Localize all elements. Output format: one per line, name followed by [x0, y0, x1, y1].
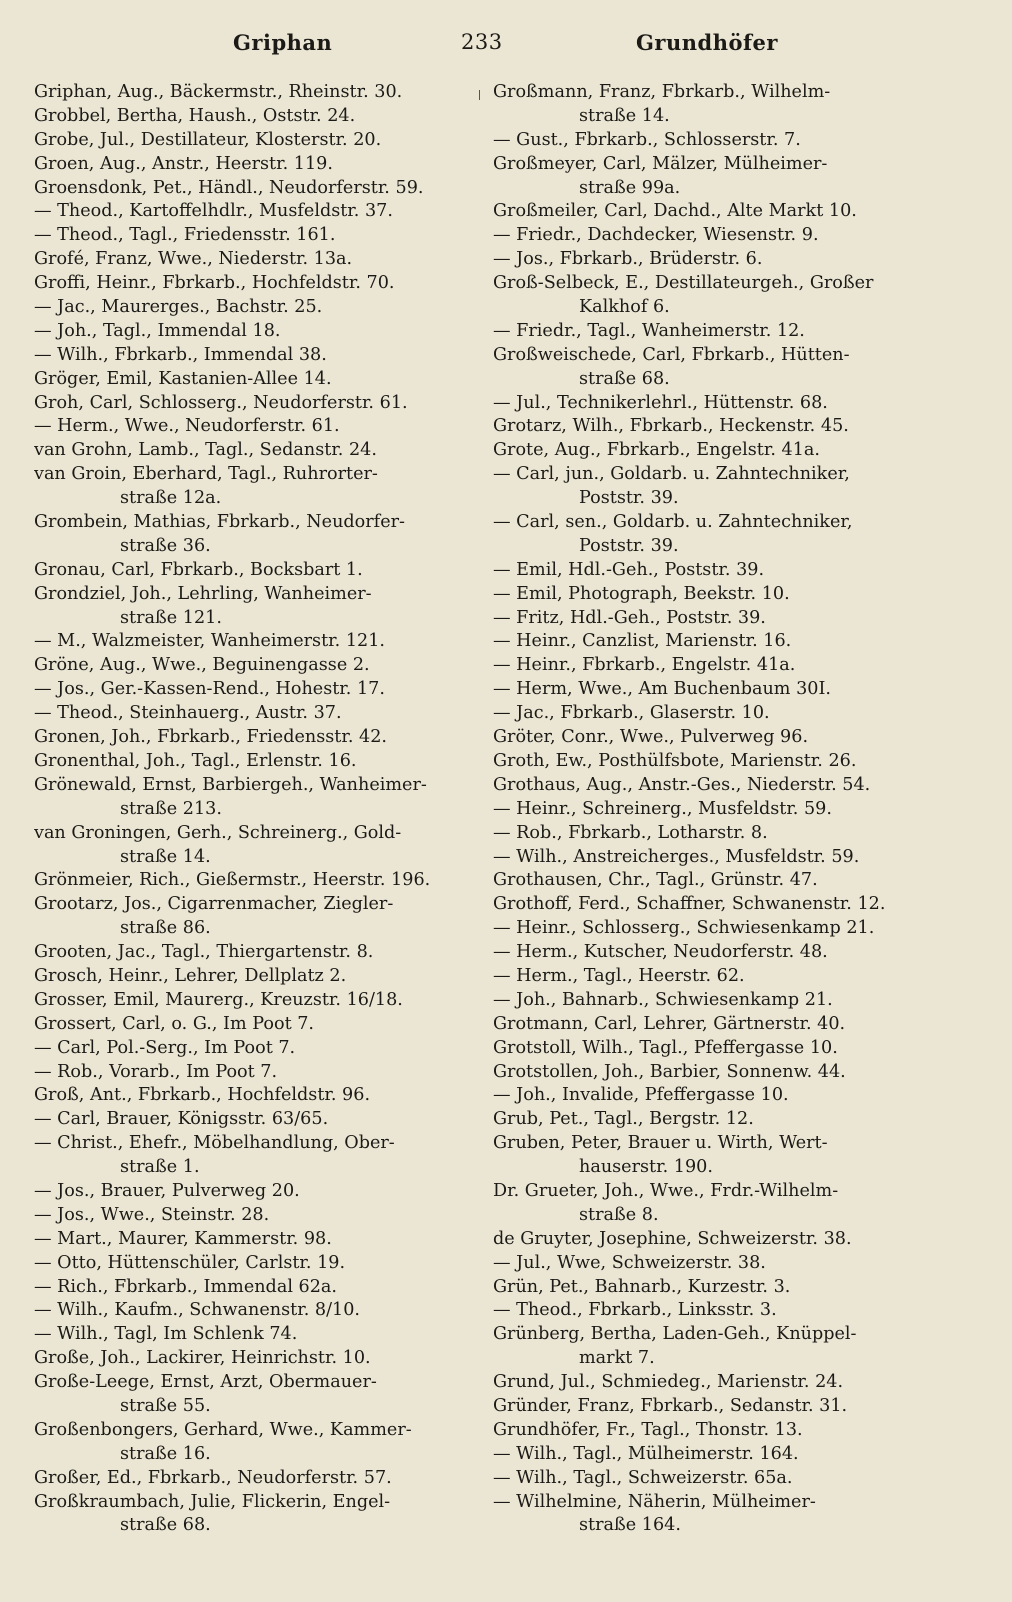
directory-entry: — Wilh., Tagl, Im Schlenk 74. [34, 1324, 298, 1345]
directory-entry: — Heinr., Schreinerg., Musfeldstr. 59. [493, 798, 832, 819]
directory-entry: Großmann, Franz, Fbrkarb., Wilhelm- [493, 82, 831, 102]
entry-continuation: straße 1. [120, 1157, 200, 1178]
directory-entry: — Friedr., Dachdecker, Wiesenstr. 9. [493, 225, 819, 246]
directory-entry: Grobbel, Bertha, Haush., Oststr. 24. [34, 105, 356, 126]
entry-continuation: straße 14. [579, 105, 670, 126]
directory-entry: — Herm., Kutscher, Neudorferstr. 48. [493, 942, 828, 963]
directory-entry: — Theod., Tagl., Friedensstr. 161. [34, 225, 336, 246]
directory-entry: Griphan, Aug., Bäckermstr., Rheinstr. 30. [34, 82, 403, 102]
directory-entry: — Jos., Brauer, Pulverweg 20. [34, 1180, 300, 1201]
directory-entry: — Joh., Invalide, Pfeffergasse 10. [493, 1085, 789, 1106]
directory-entry: — Herm, Wwe., Am Buchenbaum 30I. [493, 679, 832, 700]
directory-entry: Grombein, Mathias, Fbrkarb., Neudorfer- [34, 512, 405, 533]
directory-entry: — Christ., Ehefr., Möbelhandlung, Ober- [34, 1133, 395, 1154]
directory-entry: Groß-Selbeck, E., Destillateurgeh., Großer [493, 273, 874, 294]
directory-entry: Groth, Ew., Posthülfsbote, Marienstr. 26. [493, 750, 857, 771]
entry-continuation: hauserstr. 190. [579, 1157, 713, 1178]
directory-entry: Groensdonk, Pet., Händl., Neudorferstr. 59. [34, 177, 424, 198]
directory-entry: Gröter, Conr., Wwe., Pulverweg 96. [493, 727, 809, 748]
directory-entry: — Theod., Steinhauerg., Austr. 37. [34, 703, 342, 724]
entry-continuation: straße 68. [579, 368, 670, 389]
directory-entry: — Jul., Technikerlehrl., Hüttenstr. 68. [493, 392, 828, 413]
entry-continuation: straße 36. [120, 535, 211, 556]
directory-entry: Grönewald, Ernst, Barbiergeh., Wanheimer- [34, 774, 427, 795]
directory-entry: — Wilhelmine, Näherin, Mülheimer- [493, 1491, 816, 1512]
directory-entry: — Carl, Brauer, Königsstr. 63/65. [34, 1109, 329, 1130]
entry-continuation: straße 55. [120, 1395, 211, 1416]
entry-continuation: straße 8. [579, 1204, 659, 1225]
directory-entry: Grönmeier, Rich., Gießermstr., Heerstr. 196. [34, 870, 431, 891]
directory-entry: — Rob., Vorarb., Im Poot 7. [34, 1061, 278, 1082]
directory-entry: — Mart., Maurer, Kammerstr. 98. [34, 1228, 332, 1249]
directory-entry: Grondziel, Joh., Lehrling, Wanheimer- [34, 583, 372, 604]
entry-continuation: Poststr. 39. [579, 535, 679, 556]
directory-entry: — Carl, Pol.-Serg., Im Poot 7. [34, 1037, 296, 1058]
directory-entry: Großmeyer, Carl, Mälzer, Mülheimer- [493, 153, 828, 174]
entry-continuation: straße 68. [120, 1515, 211, 1536]
directory-entry: Großweischede, Carl, Fbrkarb., Hütten- [493, 344, 850, 365]
directory-entry: — Wilh., Tagl., Mülheimerstr. 164. [493, 1443, 799, 1464]
directory-entry: — Jos., Fbrkarb., Brüderstr. 6. [493, 249, 763, 270]
directory-entry: — Theod., Fbrkarb., Linksstr. 3. [493, 1300, 777, 1321]
directory-entry: — Friedr., Tagl., Wanheimerstr. 12. [493, 320, 805, 341]
directory-entry: — Heinr., Fbrkarb., Engelstr. 41a. [493, 655, 796, 676]
directory-entry: Große-Leege, Ernst, Arzt, Obermauer- [34, 1372, 377, 1393]
directory-entry: — Herm., Wwe., Neudorferstr. 61. [34, 416, 340, 437]
directory-entry: van Groningen, Gerh., Schreinerg., Gold- [34, 822, 402, 843]
directory-entry: — Carl, sen., Goldarb. u. Zahntechniker, [493, 512, 853, 533]
directory-entry: de Gruyter, Josephine, Schweizerstr. 38. [493, 1228, 852, 1249]
directory-entry: — M., Walzmeister, Wanheimerstr. 121. [34, 631, 385, 652]
directory-entry: — Wilh., Tagl., Schweizerstr. 65a. [493, 1467, 793, 1488]
directory-entry: — Carl, jun., Goldarb. u. Zahntechniker, [493, 464, 850, 485]
directory-entry: Grün, Pet., Bahnarb., Kurzestr. 3. [493, 1276, 791, 1297]
directory-entry: Grotstollen, Joh., Barbier, Sonnenw. 44. [493, 1061, 846, 1082]
directory-entry: Grothoff, Ferd., Schaffner, Schwanenstr. 12. [493, 894, 886, 915]
directory-entry: — Rich., Fbrkarb., Immendal 62a. [34, 1276, 338, 1297]
page-number: 233 [461, 30, 503, 54]
directory-entry: Grub, Pet., Tagl., Bergstr. 12. [493, 1109, 754, 1130]
directory-entry: Gruben, Peter, Brauer u. Wirth, Wert- [493, 1133, 828, 1154]
directory-entry: — Emil, Photograph, Beekstr. 10. [493, 583, 790, 604]
directory-entry: Grofé, Franz, Wwe., Niederstr. 13a. [34, 249, 353, 270]
directory-entry: — Wilh., Anstreicherges., Musfeldstr. 59. [493, 846, 860, 867]
directory-entry: — Joh., Tagl., Immendal 18. [34, 320, 281, 341]
directory-entry: — Jac., Maurerges., Bachstr. 25. [34, 297, 323, 318]
directory-entry: — Wilh., Fbrkarb., Immendal 38. [34, 344, 327, 365]
directory-entry: Gronau, Carl, Fbrkarb., Bocksbart 1. [34, 559, 363, 580]
directory-entry: — Jos., Wwe., Steinstr. 28. [34, 1204, 270, 1225]
directory-entry: Groen, Aug., Anstr., Heerstr. 119. [34, 153, 333, 174]
running-head-left: Griphan [233, 30, 333, 55]
directory-entry: Grobe, Jul., Destillateur, Klosterstr. 20. [34, 129, 382, 150]
directory-entry: Großmeiler, Carl, Dachd., Alte Markt 10. [493, 201, 857, 222]
directory-entry: Gröne, Aug., Wwe., Beguinengasse 2. [34, 655, 370, 676]
directory-entry: Großer, Ed., Fbrkarb., Neudorferstr. 57. [34, 1467, 392, 1488]
directory-entry: Grundhöfer, Fr., Tagl., Thonstr. 13. [493, 1419, 803, 1440]
directory-entry: — Fritz, Hdl.-Geh., Poststr. 39. [493, 607, 766, 628]
directory-entry: Grothaus, Aug., Anstr.-Ges., Niederstr. 54. [493, 774, 871, 795]
entry-continuation: Kalkhof 6. [579, 297, 670, 318]
directory-entry: Gronen, Joh., Fbrkarb., Friedensstr. 42. [34, 727, 387, 748]
directory-entry: — Otto, Hüttenschüler, Carlstr. 19. [34, 1252, 346, 1273]
directory-entry: Grooten, Jac., Tagl., Thiergartenstr. 8. [34, 942, 374, 963]
directory-entry: Grote, Aug., Fbrkarb., Engelstr. 41a. [493, 440, 820, 461]
entry-continuation: straße 86. [120, 918, 211, 939]
directory-entry: — Heinr., Canzlist, Marienstr. 16. [493, 631, 792, 652]
directory-entry: — Jac., Fbrkarb., Glaserstr. 10. [493, 703, 770, 724]
directory-entry: — Emil, Hdl.-Geh., Poststr. 39. [493, 559, 765, 580]
entry-continuation: straße 213. [120, 798, 222, 819]
directory-entry: — Jos., Ger.-Kassen-Rend., Hohestr. 17. [34, 679, 385, 700]
directory-entry: Großkraumbach, Julie, Flickerin, Engel- [34, 1491, 391, 1512]
directory-entry: Gronenthal, Joh., Tagl., Erlenstr. 16. [34, 750, 357, 771]
directory-entry: Grosser, Emil, Maurerg., Kreuzstr. 16/18. [34, 989, 403, 1010]
directory-entry: Grotmann, Carl, Lehrer, Gärtnerstr. 40. [493, 1013, 846, 1034]
directory-entry: — Wilh., Kaufm., Schwanenstr. 8/10. [34, 1300, 360, 1321]
left-column [34, 81, 468, 1538]
entry-continuation: markt 7. [579, 1348, 655, 1369]
directory-entry: Grosch, Heinr., Lehrer, Dellplatz 2. [34, 965, 347, 986]
entry-continuation: straße 164. [579, 1515, 681, 1536]
right-column [493, 81, 925, 1538]
entry-continuation: Poststr. 39. [579, 488, 679, 509]
directory-entry: Grotarz, Wilh., Fbrkarb., Heckenstr. 45. [493, 416, 849, 437]
directory-entry: Groß, Ant., Fbrkarb., Hochfeldstr. 96. [34, 1085, 371, 1106]
directory-entry: van Grohn, Lamb., Tagl., Sedanstr. 24. [34, 440, 377, 461]
directory-entry: — Jul., Wwe, Schweizerstr. 38. [493, 1252, 766, 1273]
directory-entry: — Theod., Kartoffelhdlr., Musfeldstr. 37. [34, 201, 393, 222]
directory-entry: Grootarz, Jos., Cigarrenmacher, Ziegler- [34, 894, 394, 915]
directory-entry: Grünberg, Bertha, Laden-Geh., Knüppel- [493, 1324, 857, 1345]
directory-entry: Groffi, Heinr., Fbrkarb., Hochfeldstr. 70. [34, 273, 395, 294]
directory-entry: — Joh., Bahnarb., Schwiesenkamp 21. [493, 989, 833, 1010]
directory-entry: — Herm., Tagl., Heerstr. 62. [493, 965, 745, 986]
directory-entry: van Groin, Eberhard, Tagl., Ruhrorter- [34, 464, 378, 485]
directory-entry: Gründer, Franz, Fbrkarb., Sedanstr. 31. [493, 1395, 848, 1416]
directory-entry: — Gust., Fbrkarb., Schlosserstr. 7. [493, 129, 801, 150]
entry-continuation: straße 121. [120, 607, 222, 628]
directory-entry: Groh, Carl, Schlosserg., Neudorferstr. 61. [34, 392, 408, 413]
entry-continuation: straße 12a. [120, 488, 222, 509]
directory-entry: Grund, Jul., Schmiedeg., Marienstr. 24. [493, 1372, 844, 1393]
directory-entry: Große, Joh., Lackirer, Heinrichstr. 10. [34, 1348, 371, 1369]
entry-continuation: straße 14. [120, 846, 211, 867]
directory-entry: — Rob., Fbrkarb., Lotharstr. 8. [493, 822, 768, 843]
entry-continuation: straße 99a. [579, 177, 681, 198]
directory-entry: Grotstoll, Wilh., Tagl., Pfeffergasse 10. [493, 1037, 838, 1058]
directory-entry: Dr. Grueter, Joh., Wwe., Frdr.-Wilhelm- [493, 1180, 839, 1201]
column-divider [479, 90, 480, 100]
entry-continuation: straße 16. [120, 1443, 211, 1464]
directory-entry: Grothausen, Chr., Tagl., Grünstr. 47. [493, 870, 818, 891]
directory-entry: Grossert, Carl, o. G., Im Poot 7. [34, 1013, 315, 1034]
running-head-right: Grundhöfer [636, 30, 778, 55]
directory-entry: Großenbongers, Gerhard, Wwe., Kammer- [34, 1419, 412, 1440]
directory-entry: Gröger, Emil, Kastanien-Allee 14. [34, 368, 332, 389]
directory-entry: — Heinr., Schlosserg., Schwiesenkamp 21. [493, 918, 875, 939]
